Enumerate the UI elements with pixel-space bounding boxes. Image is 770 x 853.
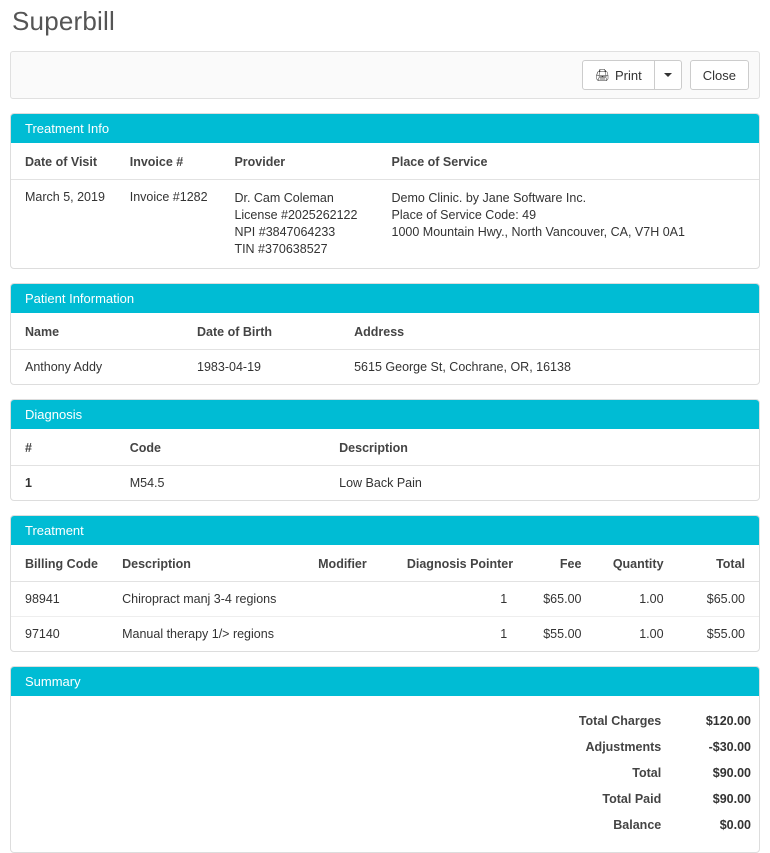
treatment-info-card [10,113,760,269]
column-code: Code [116,429,325,466]
provider-line: NPI #3847064233 [234,225,336,239]
printer-icon: 🖨 [594,68,611,82]
table-row [11,760,759,786]
column-date-of-birth: Date of Birth [183,313,340,350]
table-row [11,734,759,760]
diagnosis-table [11,429,759,500]
column-description: Description [108,545,304,582]
cell-diagnosis-pointer: 1 [500,627,508,641]
treatment-info-header: Treatment Info [11,114,759,143]
place-of-service-line: 1000 Mountain Hwy., North Vancouver, CA, V7H 0A1 [391,225,685,239]
summary-value-adjustments: -$30.00 [708,740,751,754]
column-modifier: Modifier [304,545,393,582]
column-invoice: Invoice # [116,143,221,180]
summary-header: Summary [11,667,759,696]
table-row [11,350,759,385]
table-row [11,180,759,269]
cell-modifier [304,617,393,652]
column-diagnosis-pointer: Diagnosis Pointer [393,545,521,582]
column-quantity: Quantity [595,545,677,582]
column-place-of-service: Place of Service [378,143,759,180]
provider-line: TIN #370638527 [234,242,328,256]
cell-address: 5615 George St, Cochrane, OR, 16138 [354,360,571,374]
cell-date-of-birth: 1983-04-19 [197,360,261,374]
provider-line: License #2025262122 [234,208,358,222]
column-name: Name [11,313,183,350]
summary-label-adjustments: Adjustments [585,740,662,754]
table-header-row [11,143,759,180]
cell-description: Chiropract manj 3-4 regions [108,582,304,617]
summary-label-total-paid: Total Paid [602,792,662,806]
cell-invoice: Invoice #1282 [129,190,208,204]
cell-description: Manual therapy 1/> regions [122,627,274,641]
table-row [11,617,759,652]
summary-label-total-charges: Total Charges [578,714,662,728]
column-address: Address [340,313,759,350]
summary-table [11,708,759,838]
summary-label-balance: Balance [613,818,662,832]
diagnosis-header: Diagnosis [11,400,759,429]
cell-billing-code: 97140 [25,627,60,641]
column-provider: Provider [220,143,377,180]
cell-place-of-service [378,180,759,269]
table-header-row [11,545,759,582]
treatment-header: Treatment [11,516,759,545]
table-header-row [11,429,759,466]
cell-quantity: 1.00 [639,627,664,641]
table-header-row [11,313,759,350]
provider-line: Dr. Cam Coleman [234,191,334,205]
table-row [11,466,759,501]
column-date-of-visit: Date of Visit [11,143,116,180]
cell-total: $55.00 [706,627,745,641]
treatment-card [10,515,760,652]
treatment-table [11,545,759,651]
cell-billing-code: 98941 [11,582,108,617]
summary-value-total-paid: $90.00 [712,792,751,806]
superbill-page [0,6,770,853]
close-button[interactable]: Close [690,60,749,90]
cell-fee: $65.00 [521,582,595,617]
column-billing-code: Billing Code [11,545,108,582]
diagnosis-card [10,399,760,501]
cell-diagnosis-pointer: 1 [393,582,521,617]
summary-value-total: $90.00 [712,766,751,780]
cell-modifier [304,582,393,617]
place-of-service-line: Demo Clinic. by Jane Software Inc. [391,191,587,205]
patient-information-table [11,313,759,384]
cell-code: M54.5 [129,476,165,490]
treatment-info-table [11,143,759,268]
patient-information-header: Patient Information [11,284,759,313]
column-total: Total [678,545,759,582]
summary-value-balance: $0.00 [719,818,751,832]
cell-date-of-visit: March 5, 2019 [25,190,105,204]
cell-provider [220,180,377,269]
table-row [11,708,759,734]
summary-body [11,696,759,852]
table-row [11,812,759,838]
print-button-group [582,60,682,90]
place-of-service-line: Place of Service Code: 49 [391,208,537,222]
chevron-down-icon [664,73,672,77]
cell-name: Anthony Addy [25,360,103,374]
column-fee: Fee [521,545,595,582]
table-row [11,582,759,617]
cell-number: 1 [25,476,32,490]
page-title: Superbill [12,6,115,36]
summary-value-total-charges: $120.00 [705,714,751,728]
cell-total: $65.00 [678,582,759,617]
toolbar [10,51,760,99]
print-options-dropdown-button[interactable] [655,60,682,90]
cell-fee: $55.00 [543,627,582,641]
cell-quantity: 1.00 [595,582,677,617]
summary-card [10,666,760,853]
print-button-label: Print [615,67,642,83]
table-row [11,786,759,812]
cell-description: Low Back Pain [339,476,422,490]
column-number: # [11,429,116,466]
summary-label-total: Total [632,766,662,780]
print-button[interactable] [582,60,655,90]
column-description: Description [325,429,759,466]
patient-information-card [10,283,760,385]
